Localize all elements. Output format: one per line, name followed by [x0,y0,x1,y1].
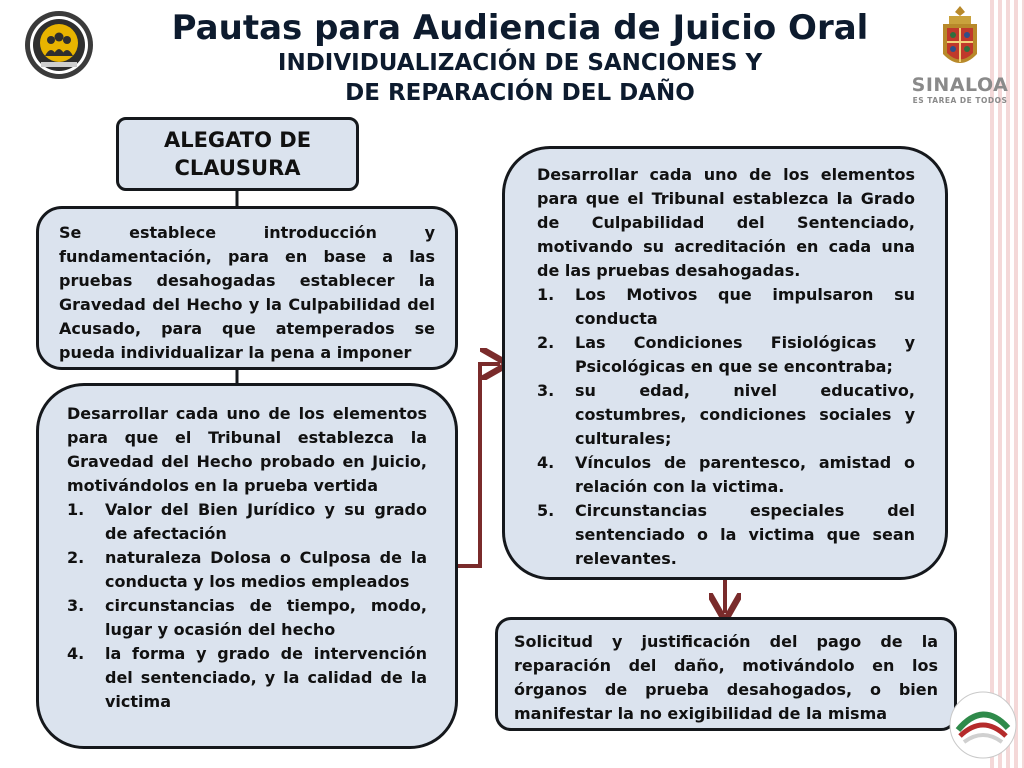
introduction-box [36,206,458,370]
gravedad-box [36,383,458,749]
list-item: 2. Las Condiciones Fisiológicas y Psicológicas en que se encontraba; [537,333,915,376]
sinaloa-wordmark: SINALOA [911,74,1009,96]
list-item: 4. Vínculos de parentesco, amistad o relación con la victima. [537,453,915,496]
list-item: 1. Valor del Bien Jurídico y su grado de afectación [67,500,427,543]
gravedad-intro: Desarrollar cada uno de los elementos para que el Tribunal establezca la Gravedad del Hecho probado en Juicio, motivándolos en la prueba vertida [67,404,427,495]
list-item: 5. Circunstancias especiales del sentenciado o la victima que sean relevantes. [537,501,915,568]
list-item: 3. su edad, nivel educativo, costumbres, condiciones sociales y culturales; [537,381,915,448]
gravedad-list [67,498,427,714]
culpabilidad-intro: Desarrollar cada uno de los elementos para que el Tribunal establezca la Grado de Culpabilidad del Sentenciado, motivando su acreditación en cada una de las pruebas desahogadas. [537,165,915,280]
arrow-gravedad-to-culpabilidad [458,364,500,566]
state-crest-icon [935,4,985,74]
page-title: Pautas para Audiencia de Juicio Oral [171,8,869,48]
alegato-clausura-box [116,117,359,191]
list-item: 4. la forma y grado de intervención del sentenciado, y la calidad de la victima [67,644,427,711]
list-item: 3. circunstancias de tiempo, modo, lugar y ocasión del hecho [67,596,427,639]
page-subtitle-line1: INDIVIDUALIZACIÓN DE SANCIONES Y [277,50,763,76]
institution-seal-icon [24,10,94,80]
alegato-line1: ALEGATO DE [163,128,312,152]
page-subtitle-line2: DE REPARACIÓN DEL DAÑO [345,80,695,106]
procuracion-seal-icon [948,690,1018,760]
reparacion-box [495,617,957,731]
sinaloa-slogan: ES TAREA DE TODOS [912,96,1008,105]
sinaloa-logo [910,4,1010,116]
introduction-text: Se establece introducción y fundamentación, para en base a las pruebas desahogadas establecer la Gravedad del Hecho y la Culpabilidad del Acusado, para que atemperados se pueda individualizar la pena a imponer [59,223,435,362]
list-item: 2. naturaleza Dolosa o Culposa de la conducta y los medios empleados [67,548,427,591]
reparacion-text: Solicitud y justificación del pago de la reparación del daño, motivándolo en los órganos de prueba desahogados, o bien manifestar la no exigibilidad de la misma [514,632,938,723]
list-item: 1. Los Motivos que impulsaron su conducta [537,285,915,328]
culpabilidad-list [537,283,915,571]
header [150,8,890,108]
culpabilidad-box [502,146,948,580]
alegato-line2: CLAUSURA [174,156,301,180]
